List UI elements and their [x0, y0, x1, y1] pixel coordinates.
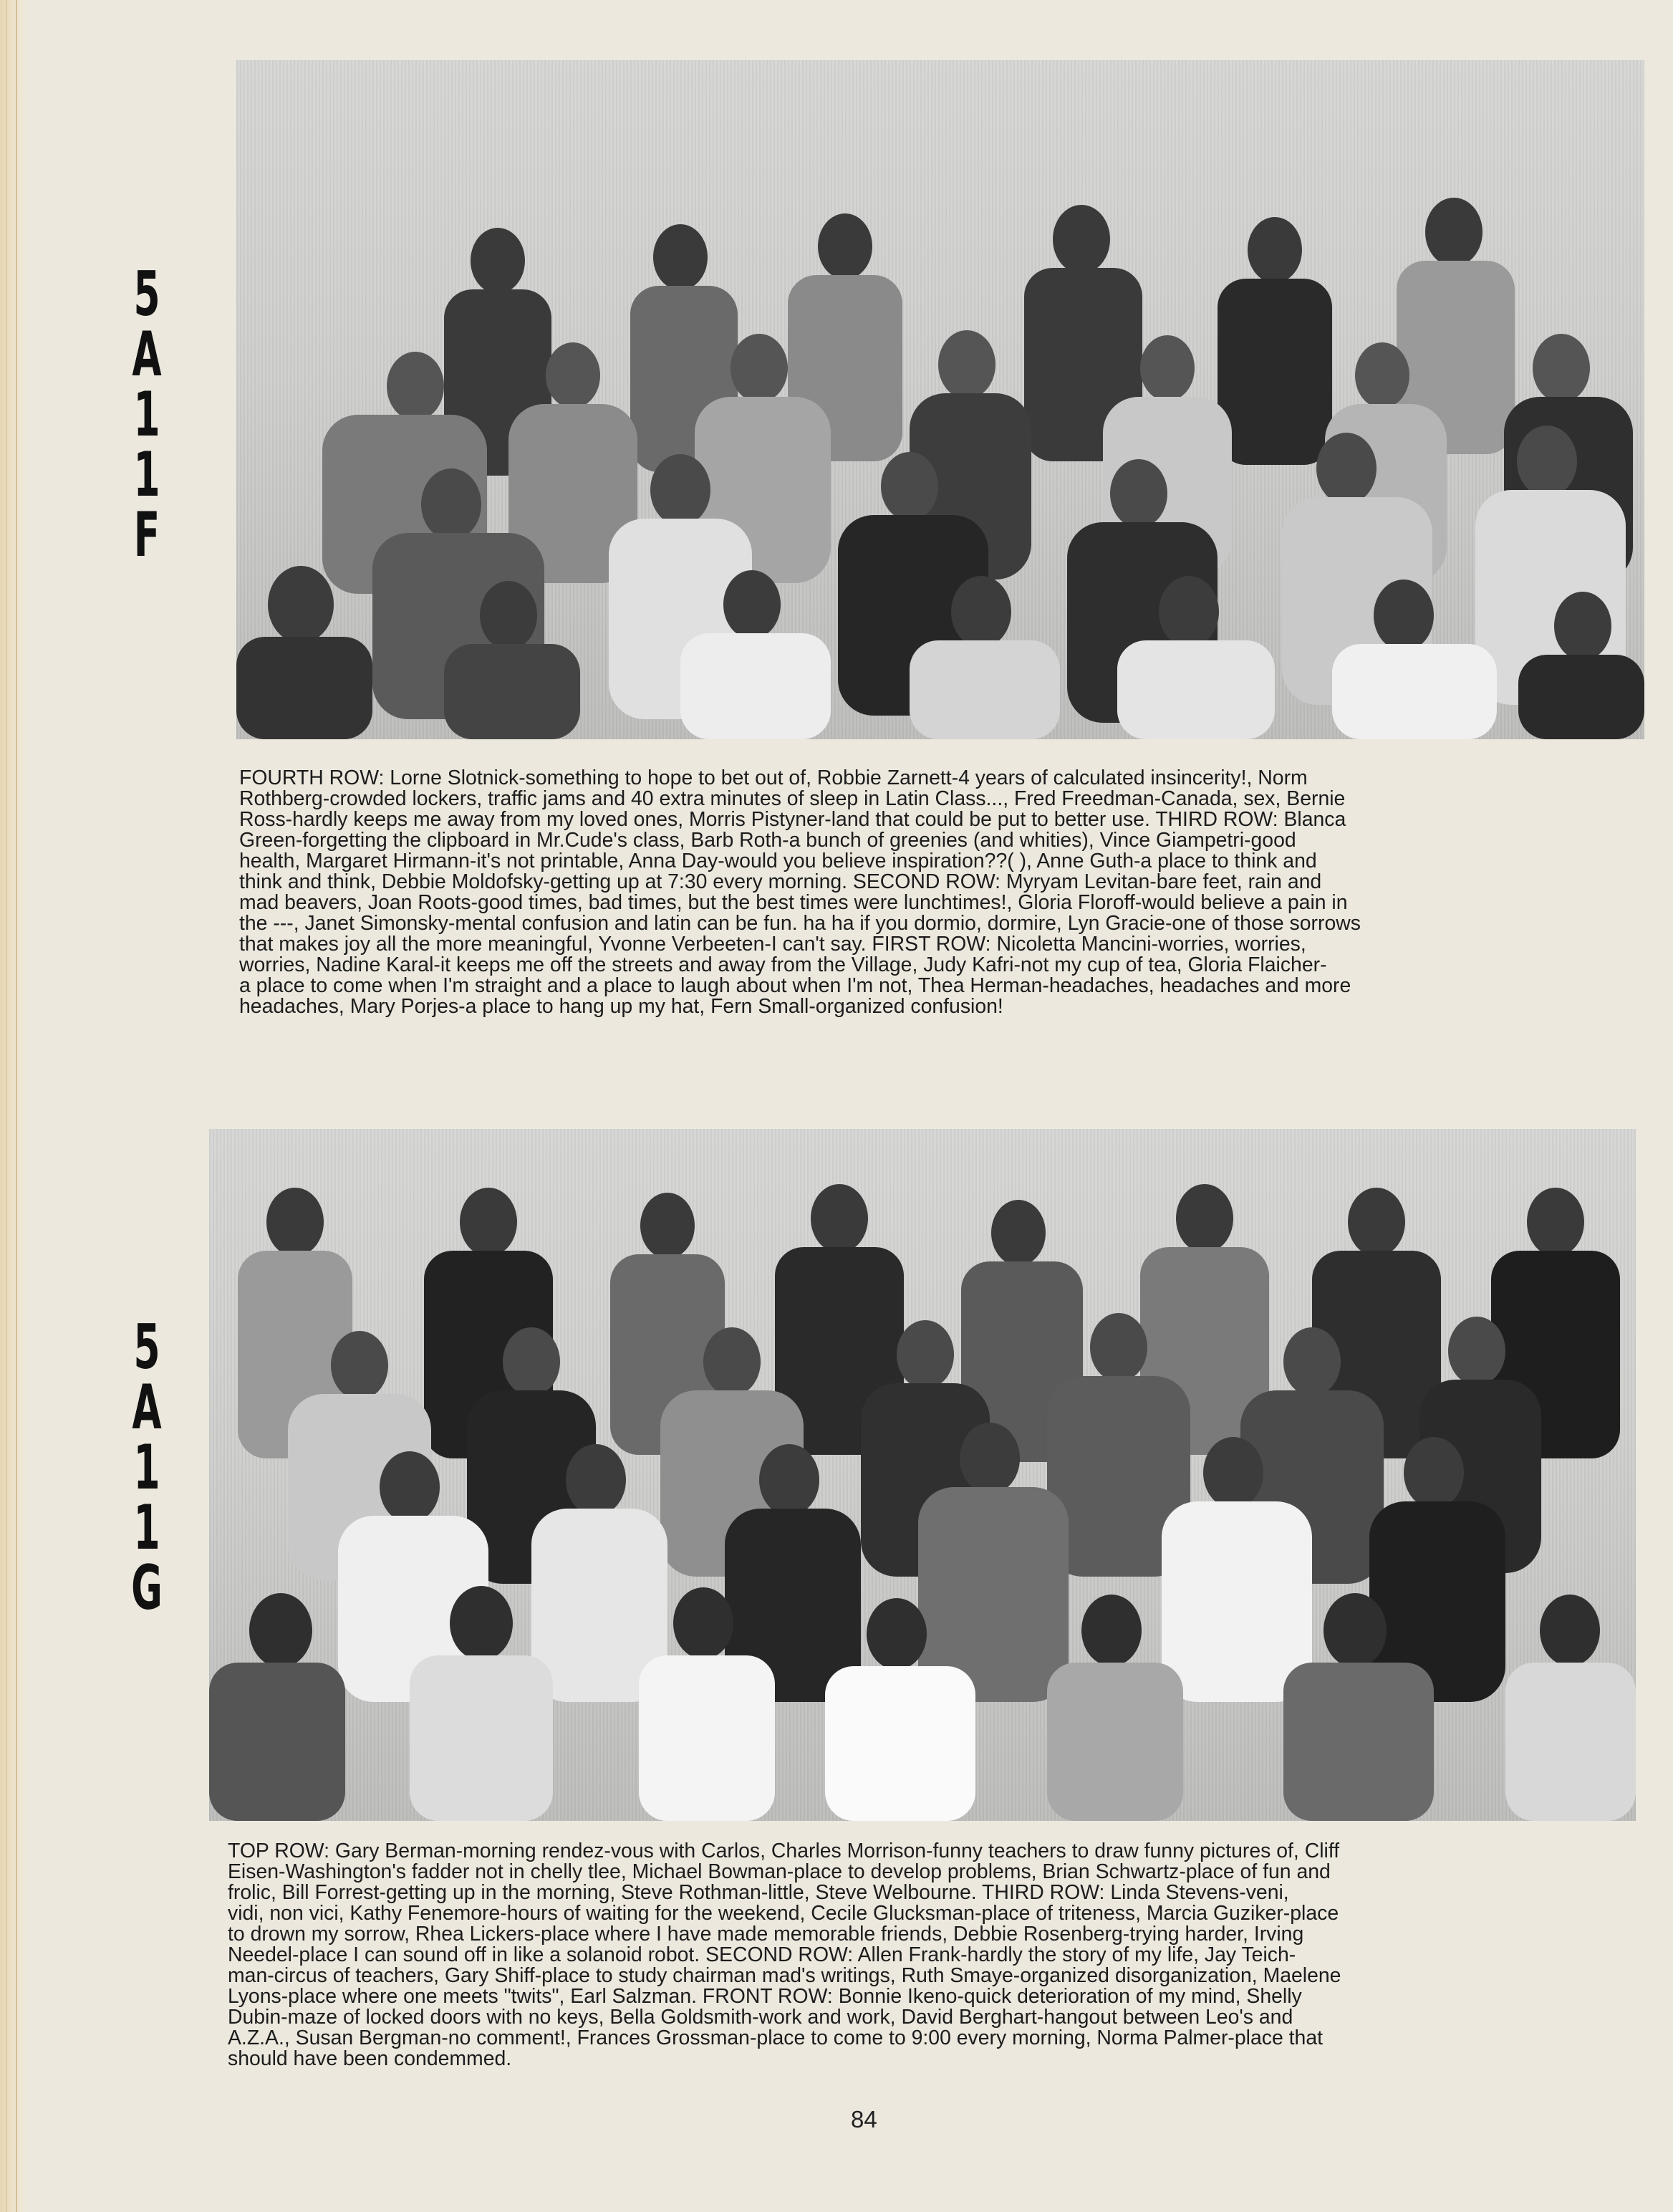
class-code-char: 1: [133, 1432, 160, 1504]
class-code-char: 1: [133, 379, 160, 451]
caption-line: Ross-hardly keeps me away from my loved ones, Morris Pistyner-land that could be put to better use. THIRD ROW: Blanca: [239, 808, 1346, 831]
caption-line: Dubin-maze of locked doors with no keys, Bella Goldsmith-work and work, David Berghart-hangout between Leo's and: [228, 2006, 1293, 2029]
caption-line: TOP ROW: Gary Berman-morning rendez-vous with Carlos, Charles Morrison-funny teachers to draw funny pictures of, Cliff: [228, 1840, 1340, 1862]
caption-line: headaches, Mary Porjes-a place to hang up my hat, Fern Small-organized confusion!: [239, 995, 1003, 1018]
page-binding-edge: [0, 0, 29, 2212]
caption-line: A.Z.A., Susan Bergman-no comment!, Frances Grossman-place to come to 9:00 every morning, Norma Palmer-place that: [228, 2026, 1323, 2049]
caption-line: mad beavers, Joan Roots-good times, bad times, but the best times were lunchtimes!, Gloria Floroff-would believe a pain in: [239, 891, 1348, 914]
caption-line: frolic, Bill Forrest-getting up in the morning, Steve Rothman-little, Steve Welbourne. THIRD ROW: Linda Stevens-veni,: [228, 1881, 1289, 1904]
class-code-char: A: [132, 1372, 162, 1443]
caption-line: Green-forgetting the clipboard in Mr.Cude's class, Barb Roth-a bunch of greenies (and whities), Vince Giampetri-good: [239, 829, 1296, 852]
caption-line: Eisen-Washington's fadder not in chelly tlee, Michael Bowman-place to develop problems, Brian Schwartz-place of fun and: [228, 1860, 1331, 1883]
group-photo-silhouettes: [236, 60, 1644, 739]
binding-crease: [6, 0, 7, 2212]
caption-line: man-circus of teachers, Gary Shiff-place to study chairman mad's writings, Ruth Smaye-organized disorganization, Maelene: [228, 1964, 1341, 1987]
caption-line: Rothberg-crowded lockers, traffic jams and 40 extra minutes of sleep in Latin Class..., Fred Freedman-Canada, sex, Bernie: [239, 787, 1346, 810]
class-code-label: [107, 259, 186, 571]
class-code-char: A: [132, 319, 162, 390]
caption-line: worries, Nadine Karal-it keeps me off the streets and away from the Village, Judy Kafri-not my cup of tea, Gloria Flaicher-: [239, 953, 1327, 976]
group-photo-silhouettes: [209, 1129, 1636, 1821]
class-photo-5a11g: [209, 1129, 1636, 1821]
caption-line: FOURTH ROW: Lorne Slotnick-something to hope to bet out of, Robbie Zarnett-4 years of calculated insincerity!, Norm: [239, 766, 1308, 789]
caption-line: a place to come when I'm straight and a place to laugh about when I'm not, Thea Herman-headaches, headaches and more: [239, 974, 1351, 997]
caption-line: that makes joy all the more meaningful, Yvonne Verbeeten-I can't say. FIRST ROW: Nicoletta Mancini-worries, worries,: [239, 933, 1306, 956]
caption-line: Lyons-place where one meets "twits", Earl Salzman. FRONT ROW: Bonnie Ikeno-quick deterioration of my mind, Shelly: [228, 1985, 1302, 2008]
binding-crease: [16, 0, 17, 2212]
class-code-char: 5: [133, 259, 160, 330]
page-number: 84: [851, 2106, 877, 2132]
class-code-char: 1: [133, 439, 160, 511]
caption-line: should have been condemmed.: [228, 2047, 512, 2070]
caption-line: think and think, Debbie Moldofsky-getting up at 7:30 every morning. SECOND ROW: Myryam Levitan-bare feet, rain and: [239, 870, 1322, 893]
class-code-char: 5: [133, 1312, 160, 1383]
caption-line: vidi, non vici, Kathy Fenemore-hours of waiting for the weekend, Cecile Glucksman-place of triteness, Marcia Guziker-place: [228, 1902, 1339, 1925]
class-photo-5a11f: [236, 60, 1644, 739]
class-code-char: F: [133, 499, 160, 571]
class-code-label: [107, 1312, 186, 1624]
caption-line: health, Margaret Hirmann-it's not printable, Anna Day-would you believe inspiration??( ), Anne Guth-a place to think and: [239, 850, 1317, 872]
caption-line: Needel-place I can sound off in like a solanoid robot. SECOND ROW: Allen Frank-hardly the story of my life, Jay Teich-: [228, 1943, 1296, 1966]
caption-line: the ---, Janet Simonsky-mental confusion and latin can be fun. ha ha if you dormio, dormire, Lyn Gracie-one of those sorrows: [239, 912, 1361, 935]
caption-line: to drown my sorrow, Rhea Lickers-place where I have made memorable friends, Debbie Rosenberg-trying harder, Irving: [228, 1923, 1304, 1946]
class-code-char: G: [131, 1552, 163, 1624]
class-code-char: 1: [133, 1492, 160, 1564]
